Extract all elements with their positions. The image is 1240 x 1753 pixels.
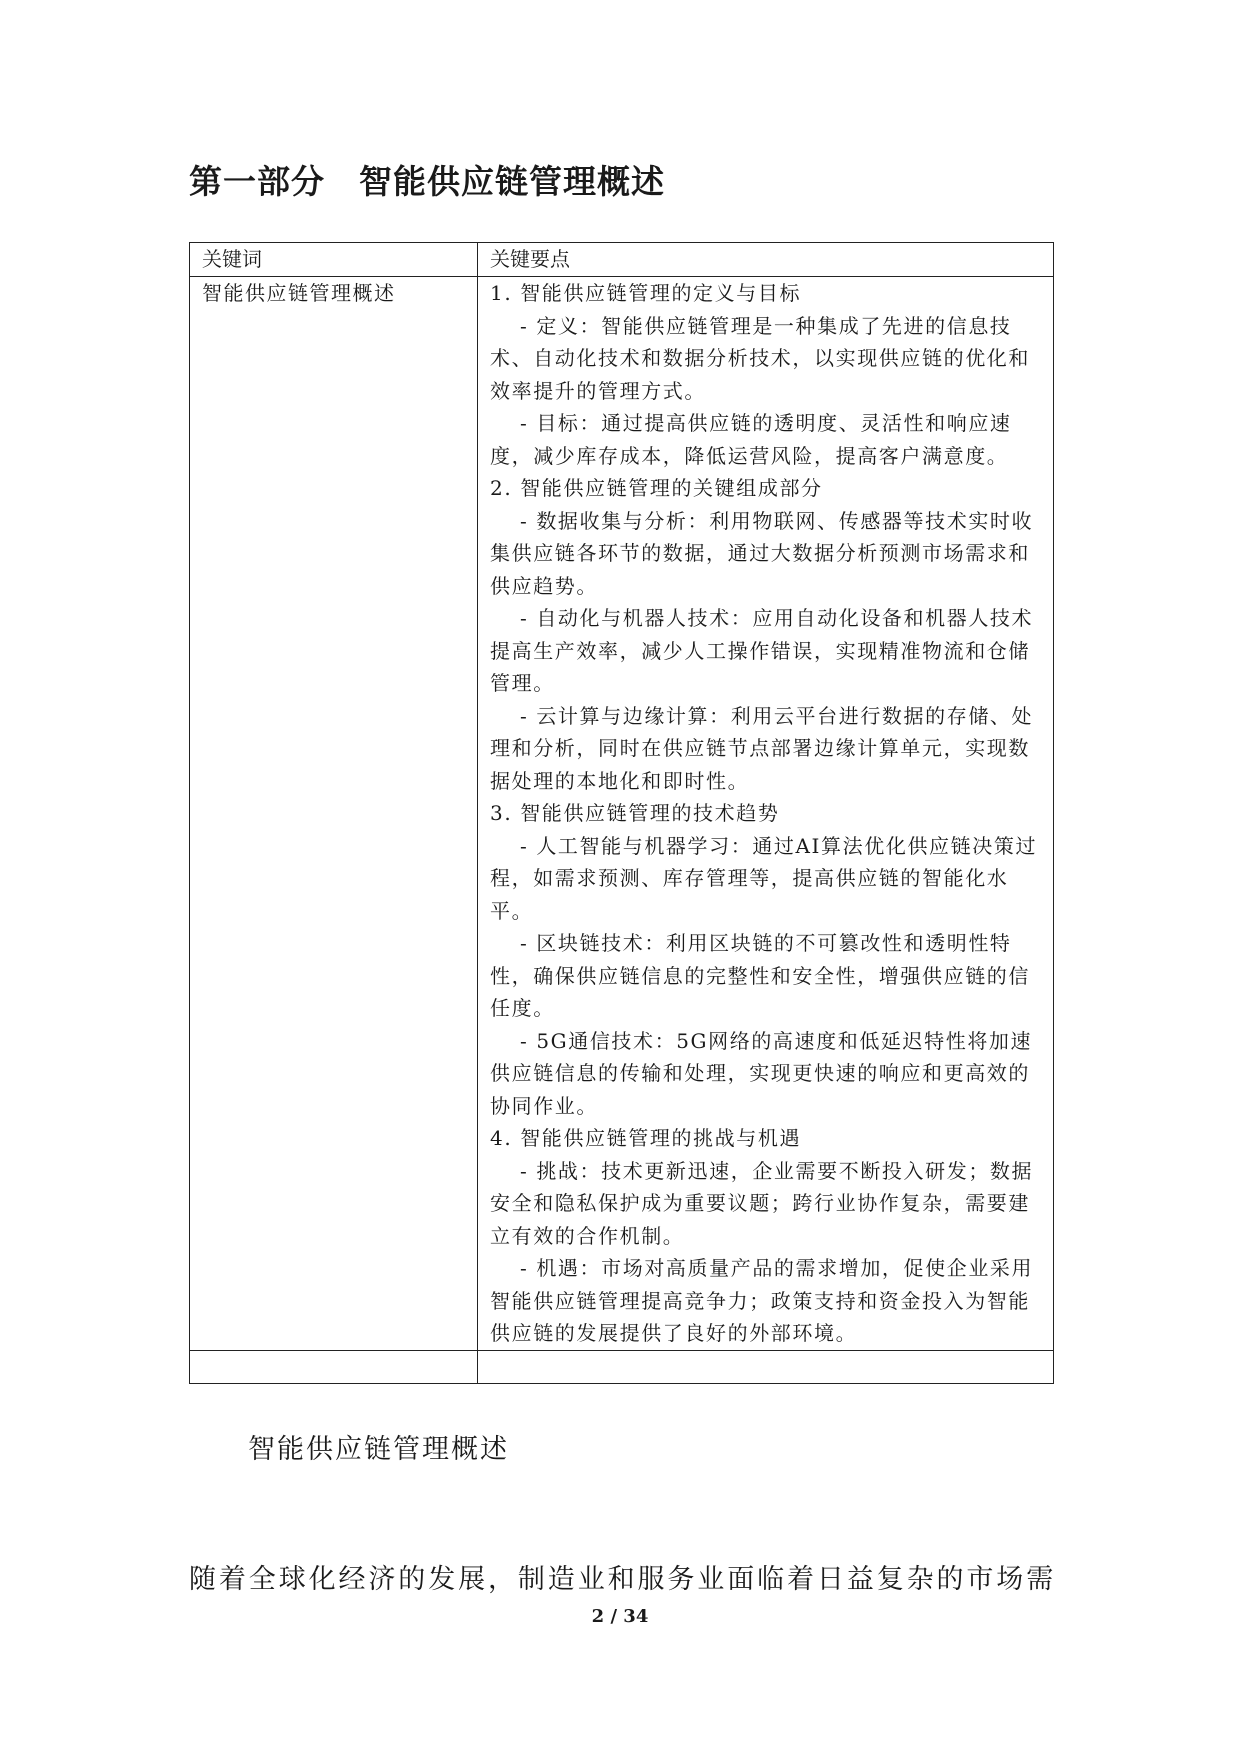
section-item: - 自动化与机器人技术：应用自动化设备和机器人技术提高生产效率，减少人工操作错误，实现精准物流和仓储管理。 xyxy=(490,606,1034,695)
empty-cell xyxy=(190,1350,478,1383)
table-row xyxy=(190,277,1054,1351)
header-keyword: 关键词 xyxy=(190,243,478,277)
key-points-table xyxy=(189,242,1054,1384)
section-item: - 人工智能与机器学习：通过AI算法优化供应链决策过程，如需求预测、库存管理等，提高供应链的智能化水平。 xyxy=(490,833,1038,923)
keyword-cell: 智能供应链管理概述 xyxy=(190,277,478,1351)
section-item: - 挑战：技术更新迅速，企业需要不断投入研发；数据安全和隐私保护成为重要议题；跨行业协作复杂，需要建立有效的合作机制。 xyxy=(490,1158,1034,1248)
page-title: 第一部分 智能供应链管理概述 xyxy=(189,162,665,201)
empty-table-row xyxy=(190,1350,1054,1383)
section-heading: 智能供应链管理概述 xyxy=(248,1434,509,1465)
section-item: - 云计算与边缘计算：利用云平台进行数据的存储、处理和分析，同时在供应链节点部署边缘计算单元，实现数据处理的本地化和即时性。 xyxy=(490,703,1034,793)
section-item: - 数据收集与分析：利用物联网、传感器等技术实时收集供应链各环节的数据，通过大数据分析预测市场需求和供应趋势。 xyxy=(490,508,1034,598)
table-header-row xyxy=(190,243,1054,277)
section-title: 3. 智能供应链管理的技术趋势 xyxy=(490,801,780,825)
section-item: - 区块链技术：利用区块链的不可篡改性和透明性特性，确保供应链信息的完整性和安全性，增强供应链的信任度。 xyxy=(490,931,1030,1020)
section-item: - 机遇：市场对高质量产品的需求增加，促使企业采用智能供应链管理提高竞争力；政策支持和资金投入为智能供应链的发展提供了良好的外部环境。 xyxy=(490,1256,1034,1345)
header-key-points: 关键要点 xyxy=(478,243,1054,277)
section-item: - 定义：智能供应链管理是一种集成了先进的信息技术、自动化技术和数据分析技术，以实现供应链的优化和效率提升的管理方式。 xyxy=(490,313,1030,403)
key-points-cell xyxy=(478,277,1054,1351)
section-title: 2. 智能供应链管理的关键组成部分 xyxy=(490,476,823,500)
section-title: 4. 智能供应链管理的挑战与机遇 xyxy=(490,1126,802,1150)
section-item: - 目标：通过提高供应链的透明度、灵活性和响应速度，减少库存成本，降低运营风险，提高客户满意度。 xyxy=(490,411,1012,468)
section-title: 1. 智能供应链管理的定义与目标 xyxy=(490,281,802,305)
empty-cell xyxy=(478,1350,1054,1383)
section-item: - 5G通信技术：5G网络的高速度和低延迟特性将加速供应链信息的传输和处理，实现更快速的响应和更高效的协同作业。 xyxy=(490,1028,1033,1118)
body-paragraph: 随着全球化经济的发展，制造业和服务业面临着日益复杂的市场需 xyxy=(189,1564,1057,1595)
page-number: 2 / 34 xyxy=(591,1606,649,1627)
